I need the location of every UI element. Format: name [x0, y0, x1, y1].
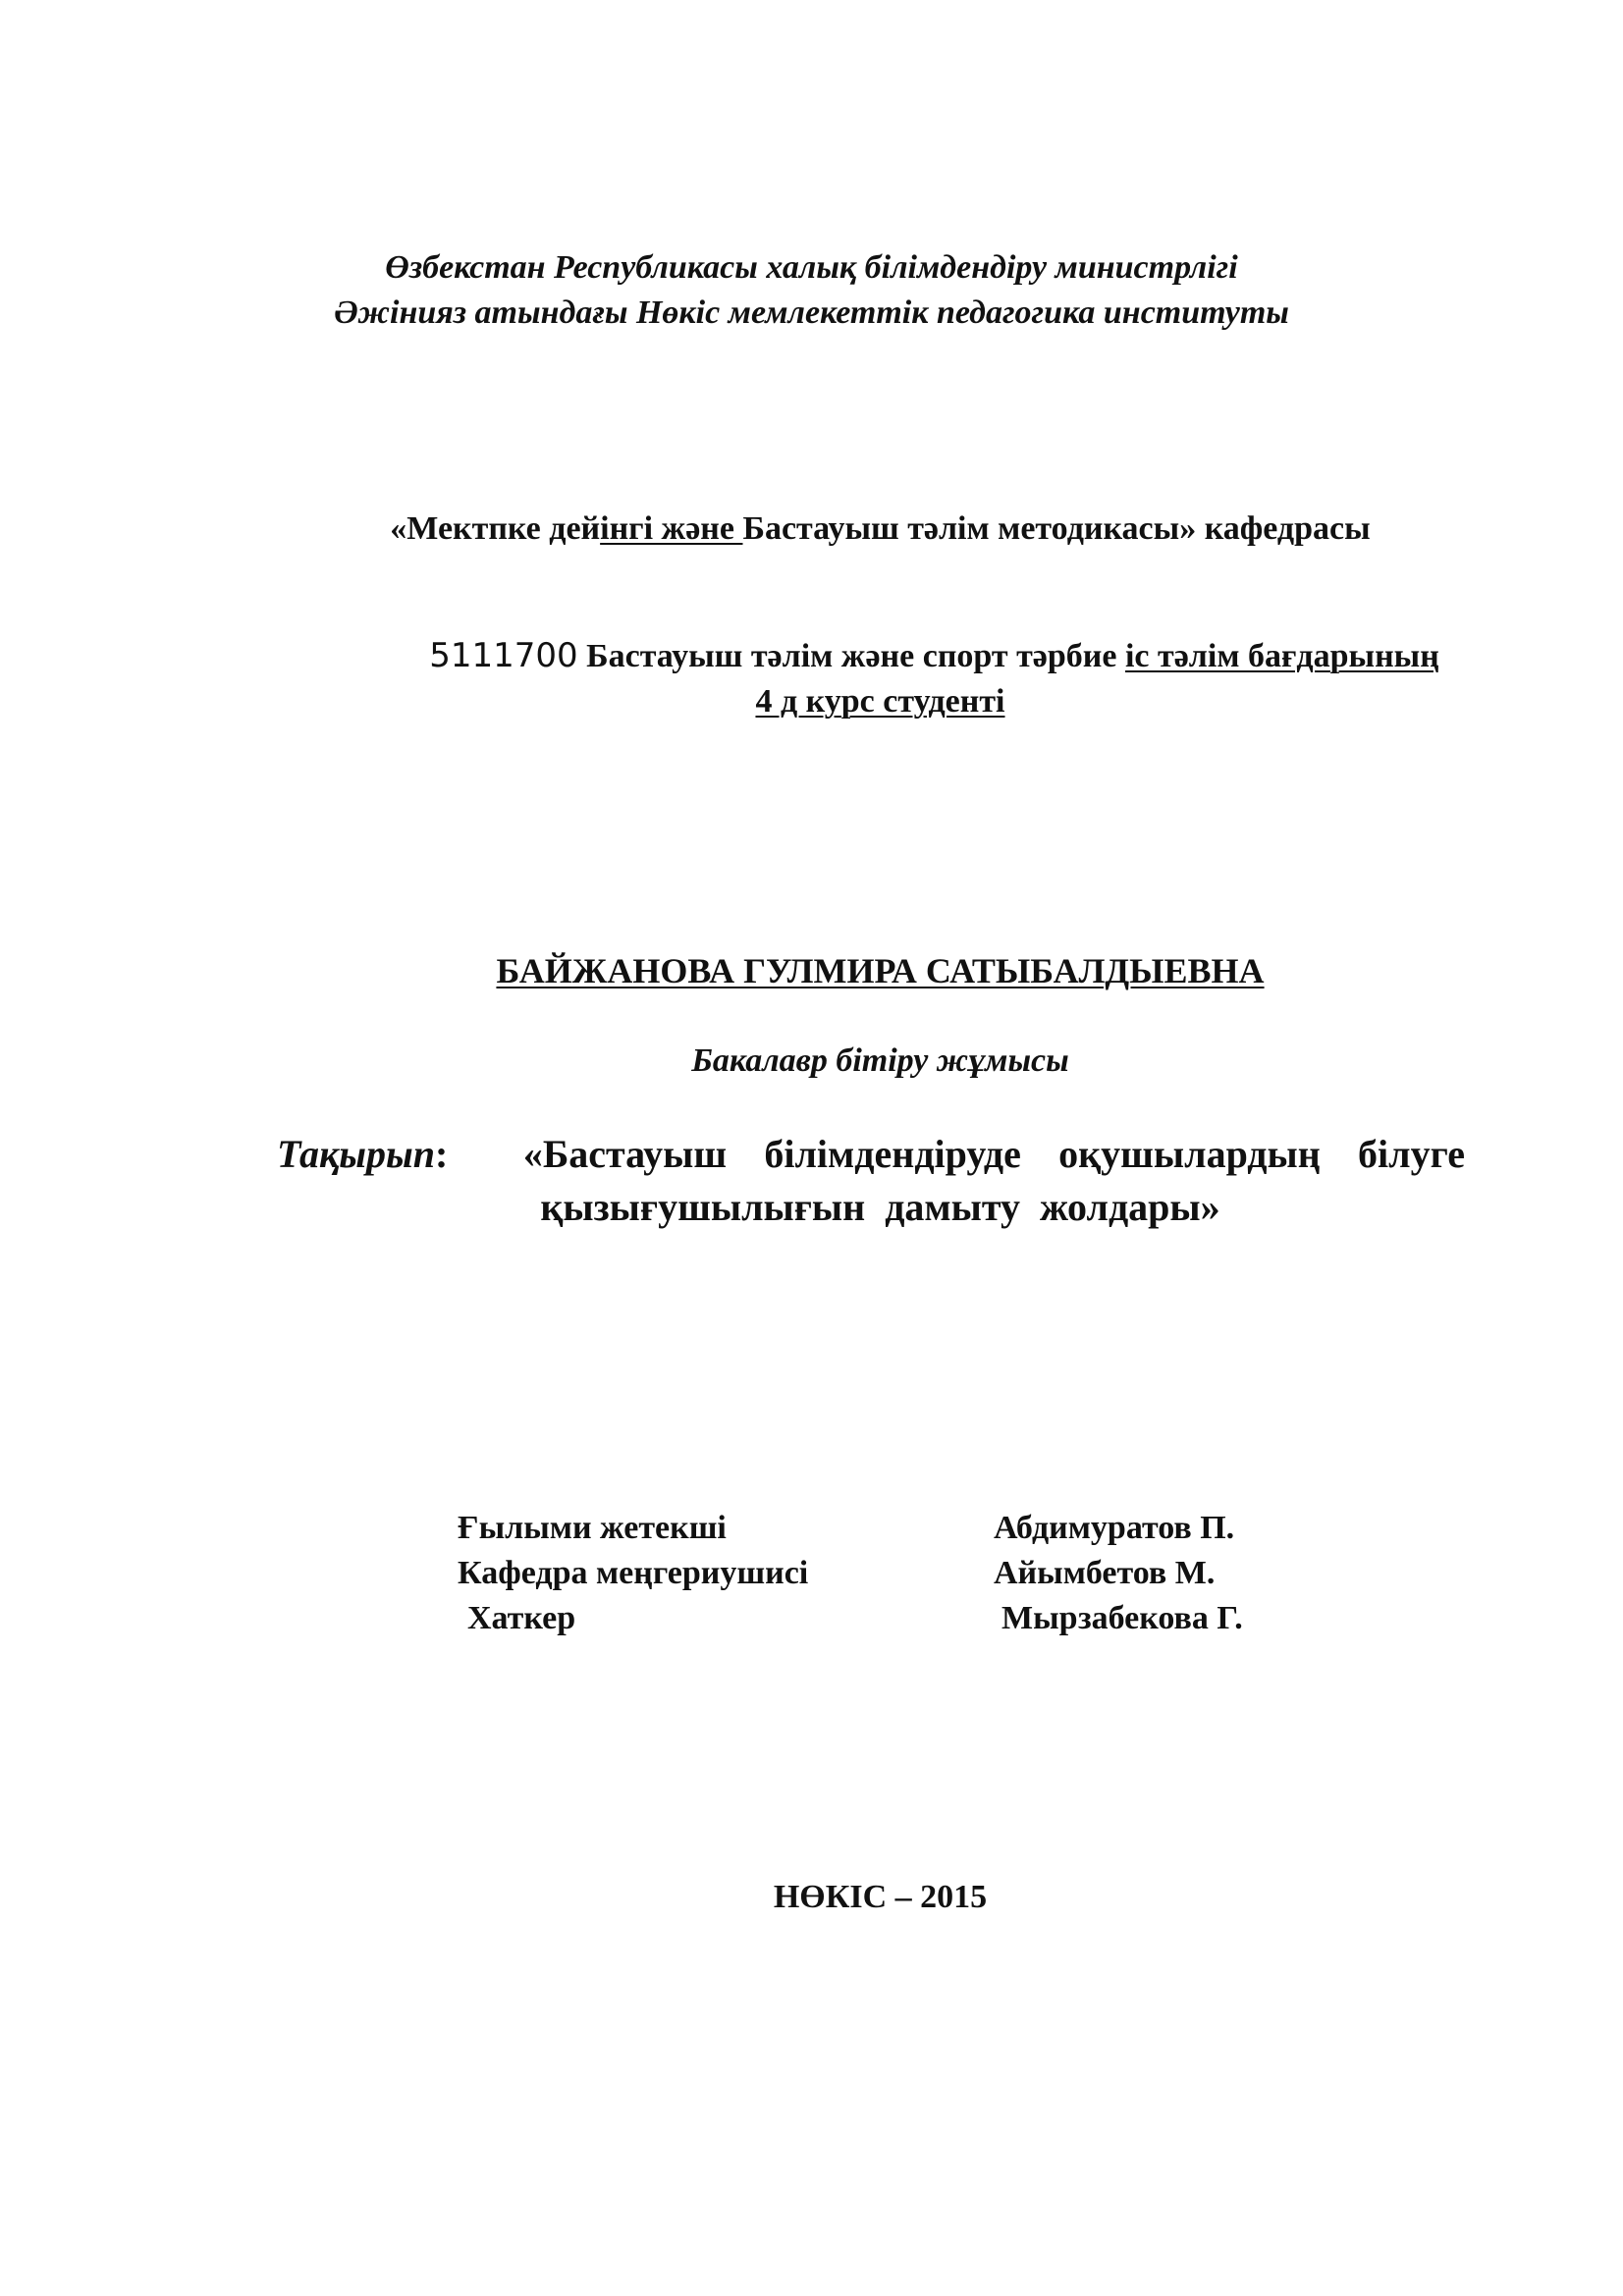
department-title — [0, 510, 1623, 548]
ministry-title: Өзбекстан Республикасы халық білімдендіру министрлігі — [385, 249, 1238, 286]
topic-line-1 — [277, 1131, 1465, 1177]
department-text-2: Бастауыш тәлім методикасы» кафедрасы — [742, 510, 1371, 547]
work-type: Бакалавр бітіру жұмысы — [691, 1042, 1069, 1079]
program-code: 5111700 — [429, 636, 578, 675]
supervisor-name: Абдимуратов П. — [994, 1510, 1235, 1546]
course-text: 4 д курс студенті — [755, 683, 1005, 720]
institute-title: Әжінияз атындағы Нөкіс мемлекеттік педагогика институты — [334, 294, 1289, 331]
program-line — [0, 636, 1623, 675]
topic-colon: : — [435, 1132, 449, 1176]
topic-label: Тақырып — [277, 1132, 436, 1176]
course-line — [0, 683, 1623, 721]
secretary-role: Хаткер — [467, 1600, 576, 1636]
supervisor-role: Ғылыми жетекші — [458, 1510, 727, 1546]
department-text-underlined: інгі және — [600, 510, 743, 547]
head-of-department-role: Кафедра меңгериушисі — [458, 1555, 809, 1591]
city-year: НӨКІС – 2015 — [773, 1879, 988, 1915]
program-text-underlined: іс тәлім бағдарының — [1124, 638, 1439, 674]
secretary-name: Мырзабекова Г. — [1001, 1600, 1243, 1636]
student-name — [0, 950, 1623, 991]
topic-line-2: қызығушылығын дамыту жолдары» — [540, 1185, 1220, 1229]
department-text-1: «Мектпке дей — [390, 510, 601, 547]
student-name-text: БАЙЖАНОВА ГУЛМИРА САТЫБАЛДЫЕВНА — [496, 951, 1265, 990]
head-of-department-name: Айымбетов М. — [994, 1555, 1216, 1591]
program-text: Бастауыш тәлім және спорт тәрбие — [577, 638, 1125, 674]
topic-text-1: «Бастауыш білімдендіруде оқушылардың білуге — [522, 1132, 1466, 1176]
